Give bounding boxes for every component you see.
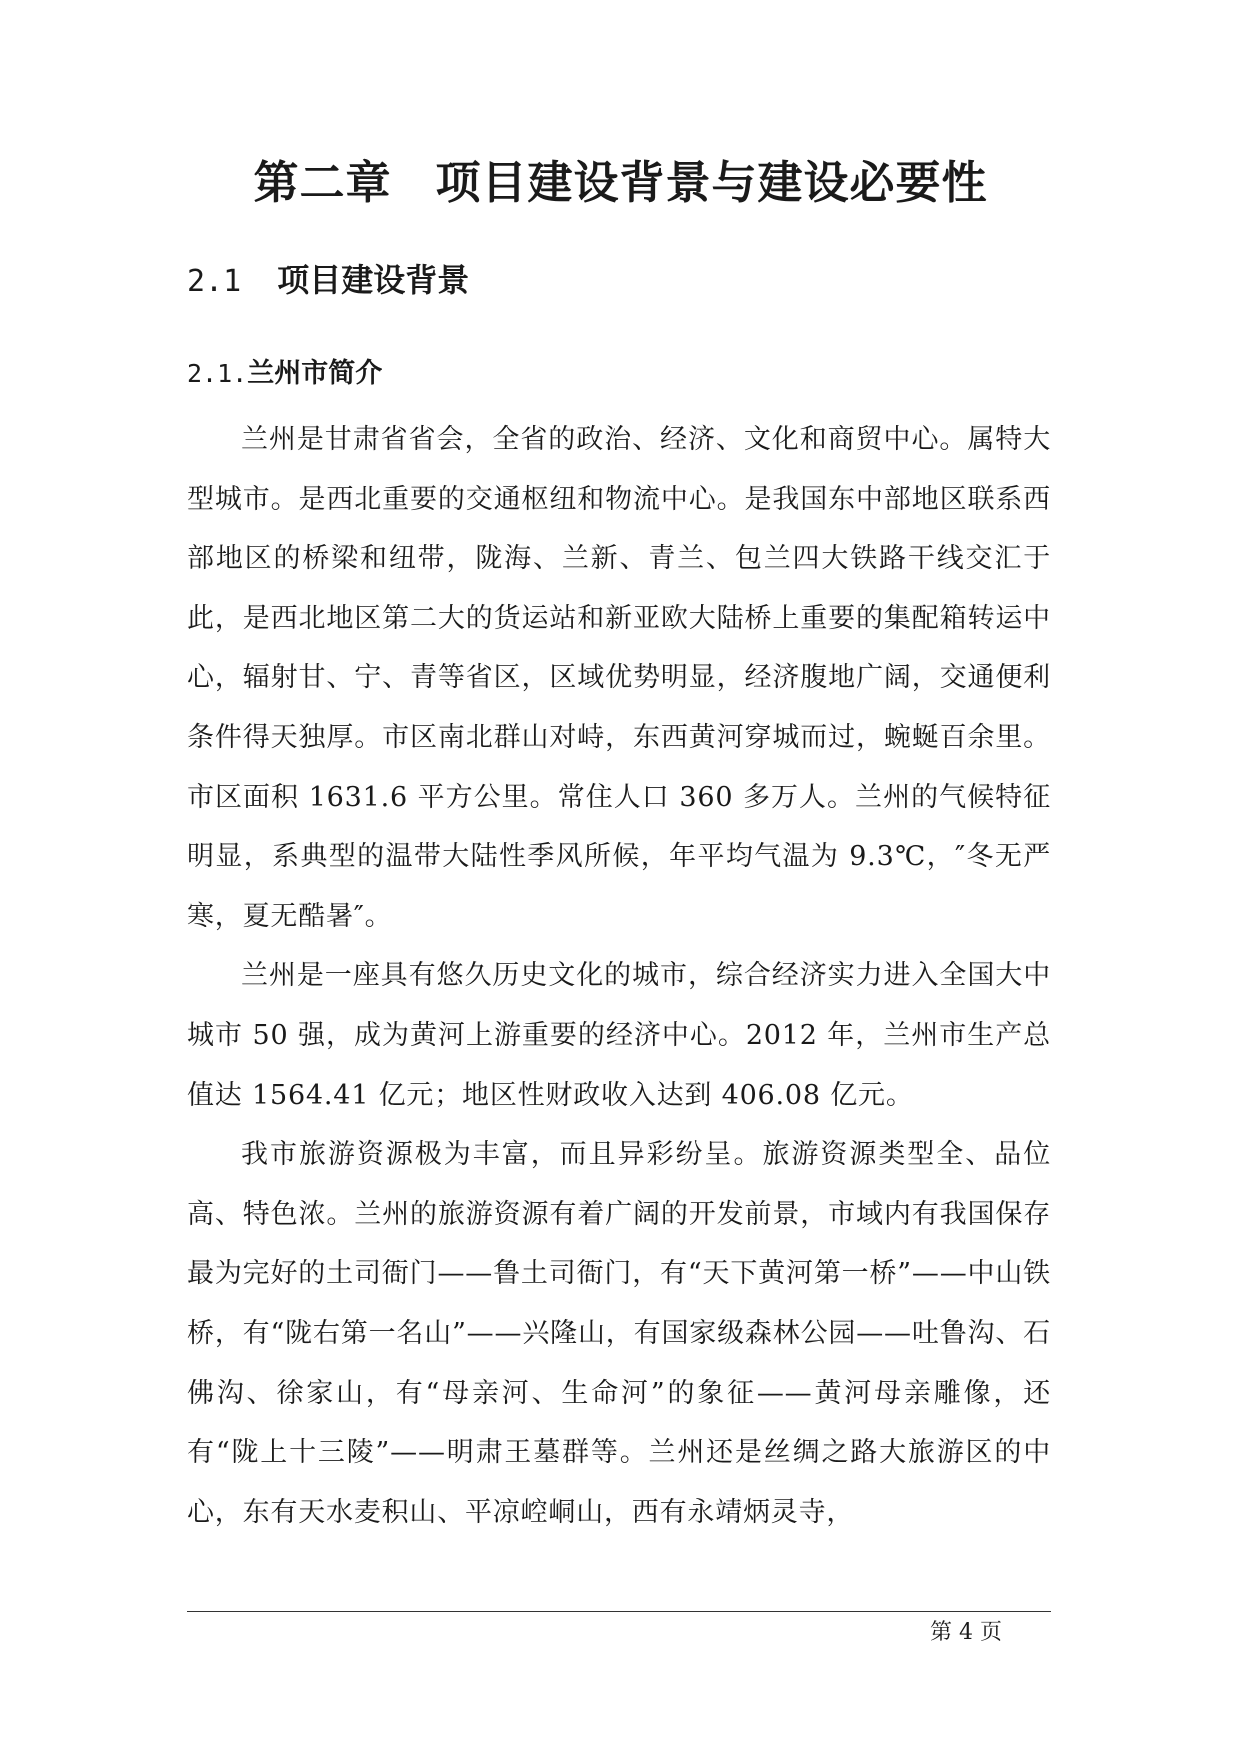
paragraph-tourism: 我市旅游资源极为丰富，而且异彩纷呈。旅游资源类型全、品位高、特色浓。兰州的旅游资源有着广阔的开发前景，市域内有我国保存最为完好的土司衙门——鲁土司衙门，有“天下黄河第一桥”——中山铁桥，有“陇右第一名山”——兴隆山，有国家级森林公园——吐鲁沟、石佛沟、徐家山，有“母亲河、生命河”的象征——黄河母亲雕像，还有“陇上十三陵”——明肃王墓群等。兰州还是丝绸之路大旅游区的中心，东有天水麦积山、平凉崆峒山，西有永靖炳灵寺，	[187, 1139, 1051, 1528]
page-number: 第 4 页	[930, 1620, 1002, 1645]
subsection-number: 2.1.	[187, 359, 248, 388]
body-text	[187, 410, 1051, 1542]
section-number: 2.1	[187, 264, 242, 299]
section-title-text: 项目建设背景	[277, 261, 470, 299]
subsection-title-text: 兰州市简介	[247, 358, 383, 389]
chapter-title	[0, 150, 1241, 216]
chapter-title-text: 项目建设背景与建设必要性	[435, 156, 988, 209]
chapter-label: 第二章	[253, 156, 392, 209]
paragraph-economy: 兰州是一座具有悠久历史文化的城市，综合经济实力进入全国大中城市 50 强，成为黄河上游重要的经济中心。2012 年，兰州市生产总值达 1564.41 亿元；地区性财政收入达到 406.08 亿元。	[187, 960, 1051, 1111]
subsection-heading	[187, 352, 382, 396]
paragraph-city-intro: 兰州是甘肃省省会，全省的政治、经济、文化和商贸中心。属特大型城市。是西北重要的交通枢纽和物流中心。是我国东中部地区联系西部地区的桥梁和纽带，陇海、兰新、青兰、包兰四大铁路干线交汇于此，是西北地区第二大的货运站和新亚欧大陆桥上重要的集配箱转运中心，辐射甘、宁、青等省区，区域优势明显，经济腹地广阔，交通便利条件得天独厚。市区南北群山对峙，东西黄河穿城而过，蜿蜒百余里。市区面积 1631.6 平方公里。常住人口 360 多万人。兰州的气候特征明显，系典型的温带大陆性季风所候，年平均气温为 9.3℃，″冬无严寒，夏无酷暑″。	[187, 424, 1051, 932]
footer-divider	[187, 1611, 1051, 1612]
section-heading	[187, 255, 469, 307]
